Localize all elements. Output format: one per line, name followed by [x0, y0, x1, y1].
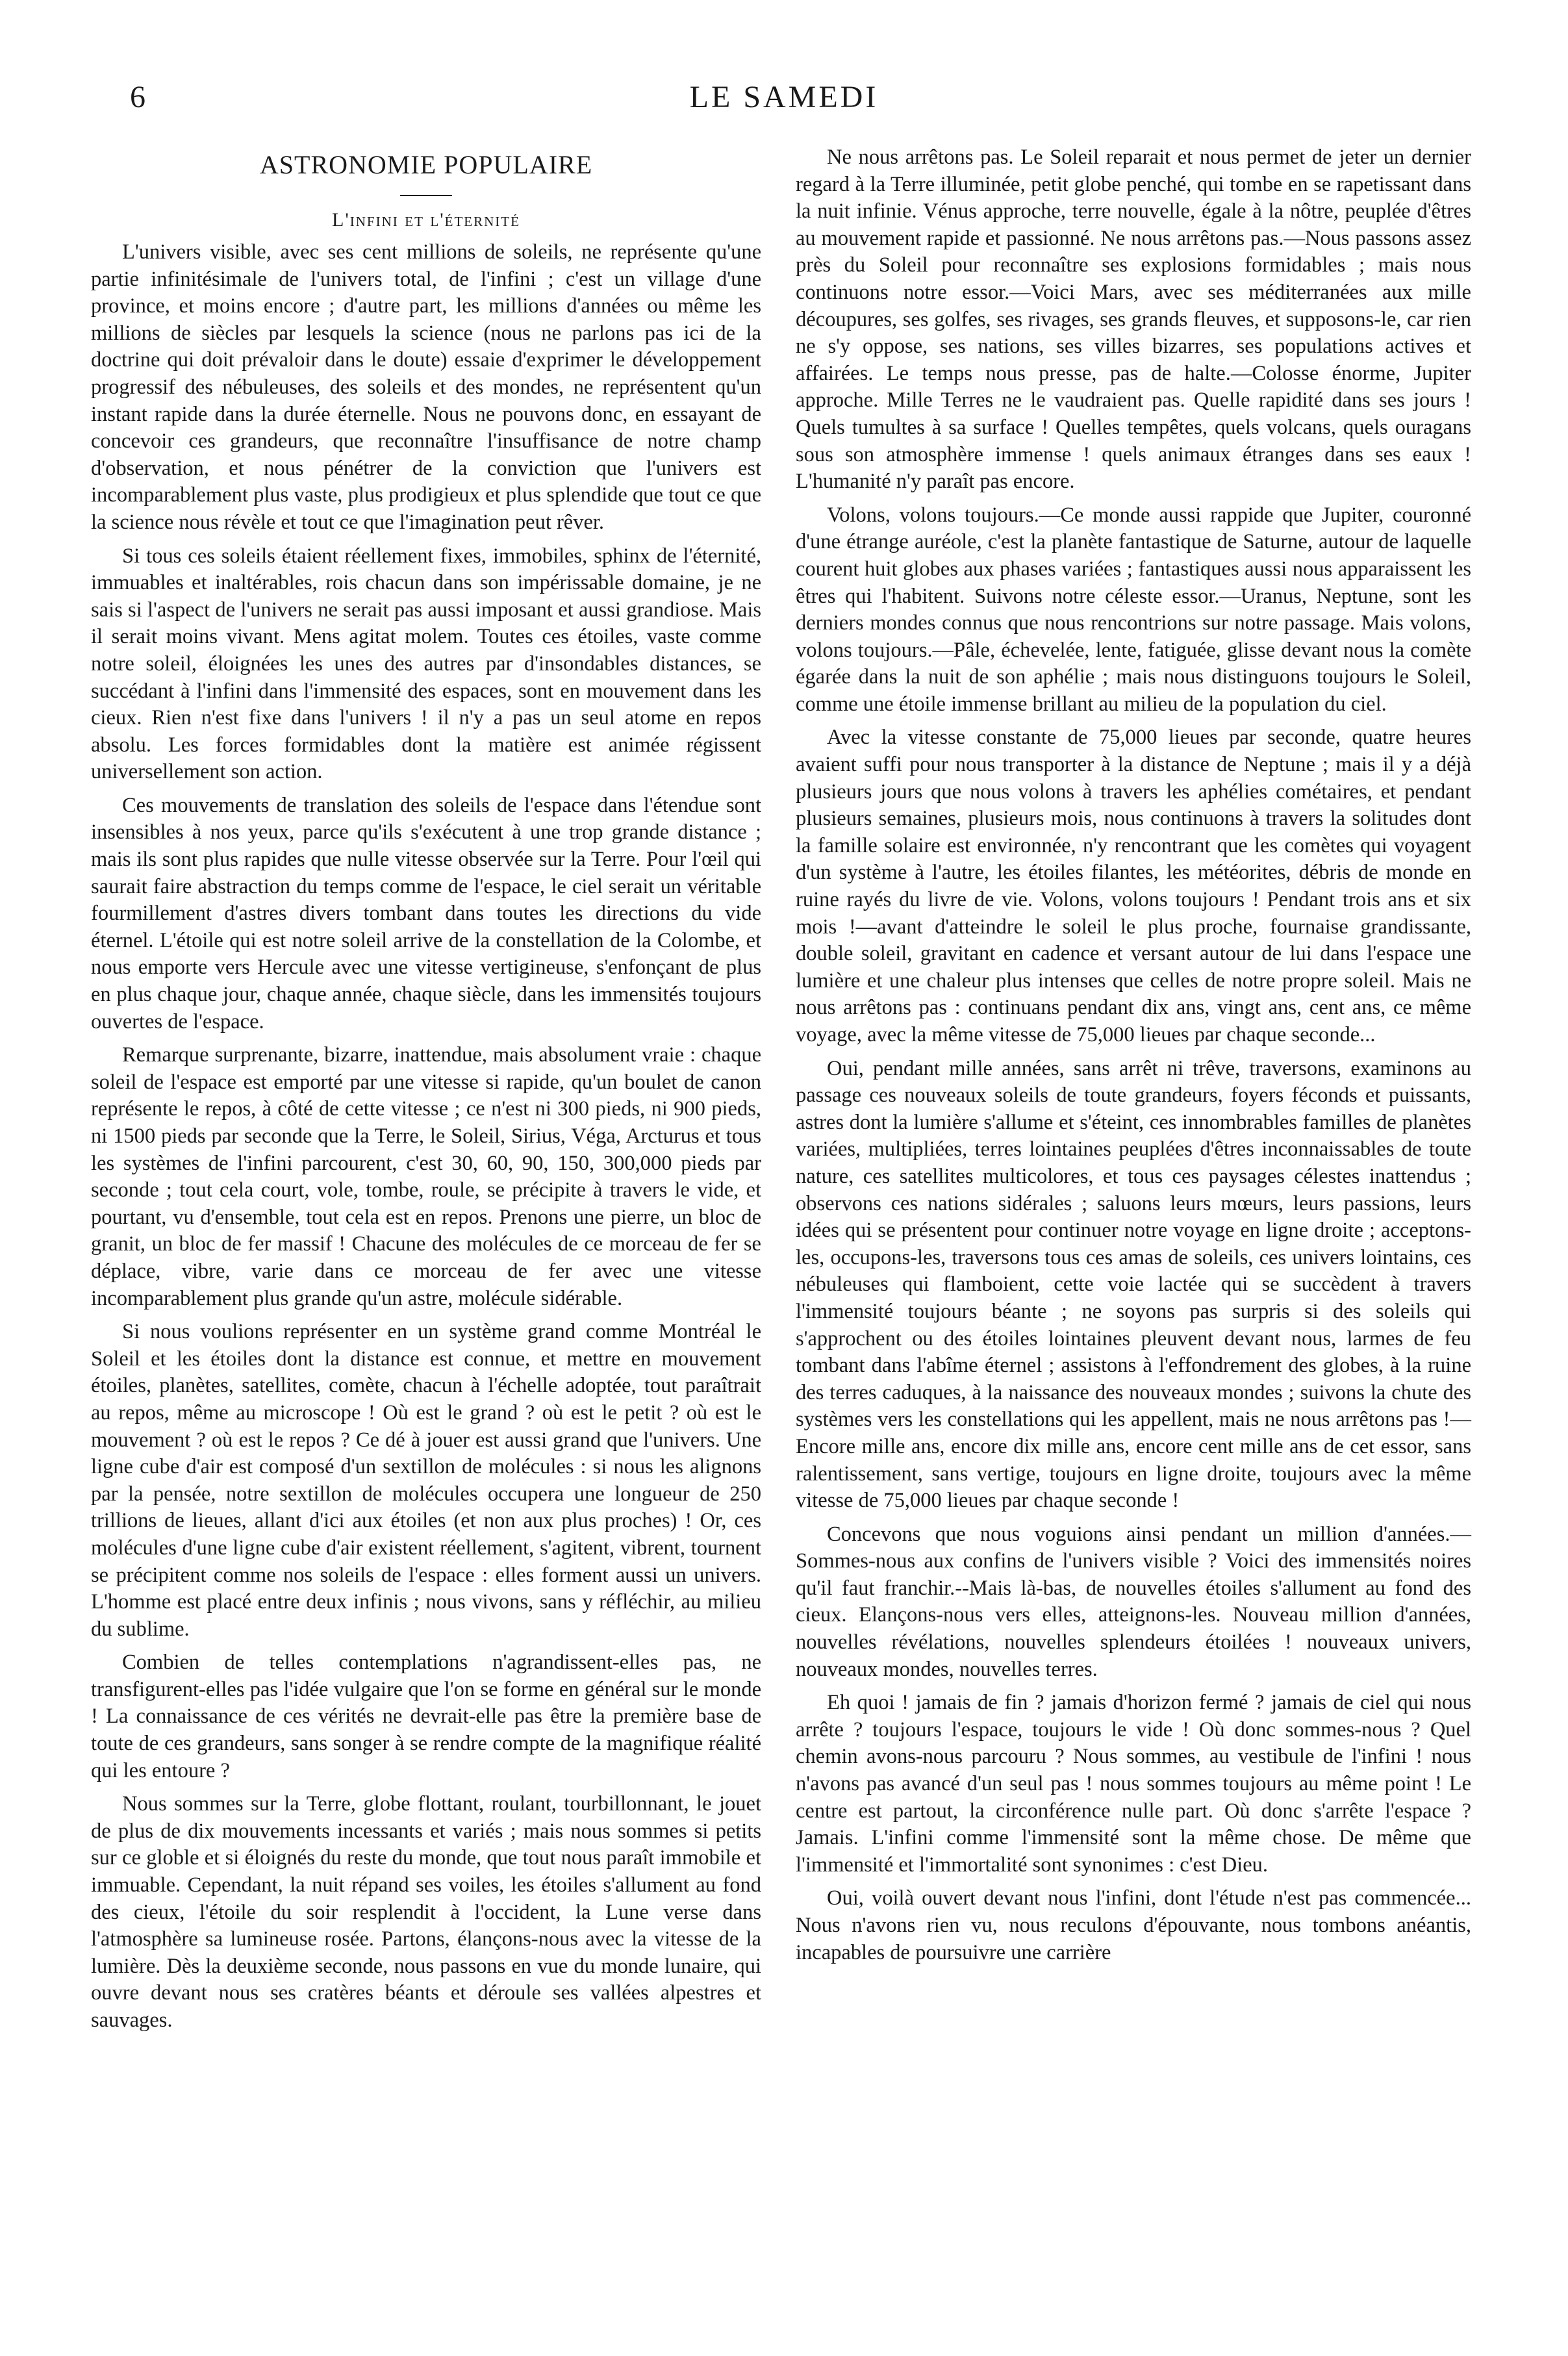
paragraph: Oui, voilà ouvert devant nous l'infini, dont l'étude n'est pas commencée... Nous n'avons rien vu, nous reculons d'épouvante, nous tombons anéantis, incapables de poursuivre une carrière: [796, 1886, 1471, 1964]
paragraph: Si tous ces soleils étaient réellement fixes, immobiles, sphinx de l'éternité, immuables et inaltérables, rois chacun dans son impérissable domaine, je ne sais si l'aspect de l'univers ne serait pas aussi imposant et aussi grandiose. Mais il serait moins vivant. Mens agitat molem. Toutes ces étoiles, vaste comme notre soleil, éloignées les unes des autres par d'insondables distances, se succédant à l'infini dans l'immensité des espaces, sont en mouvement dans les cieux. Rien n'est fixe dans l'univers ! il n'y a pas un seul atome en repos absolu. Les forces formidables dont la matière est animée régissent universellement son action.: [91, 544, 761, 784]
paragraph: Avec la vitesse constante de 75,000 lieues par seconde, quatre heures avaient suffi pour nous transporter à la distance de Neptune ; mais il y a déjà plusieurs jours que nous volons à travers les aphélies cométaires, et pendant plusieurs semaines, plusieurs mois, nous continuons à travers la solitudes dont la famille solaire est environnée, n'y rencontrant que les comètes qui voyagent d'un système à l'autre, les étoiles filantes, les météorites, débris de monde en ruine rayés du livre de vie. Volons, volons toujours ! Pendant trois ans et six mois !—avant d'atteindre le soleil le plus proche, fournaise grandissante, double soleil, gravitant en cadence et versant autour de lui dans l'espace une lumière et une chaleur plus intenses que celles de notre propre soleil. Mais ne nous arrêtons pas : continuans pendant dix ans, vingt ans, cent ans, ce même voyage, avec la même vitesse de 75,000 lieues par chaque seconde...: [796, 726, 1471, 1046]
paragraph: L'univers visible, avec ses cent millions de soleils, ne représente qu'une partie infinitésimale de l'univers total, de l'infini ; c'est un village d'une province, et moins encore ; d'autre part, les millions d'années ou même les millions de siècles par lesquels la science (nous ne parlons pas ici de la doctrine qui doit prévaloir dans le doute) essaie d'exprimer le développement progressif des nébuleuses, des soleils et des mondes, ne représentent qu'un instant rapide dans la durée éternelle. Nous ne pouvons donc, en essayant de concevoir ces grandeurs, que reconnaître l'insuffisance de notre champ d'observation, et nous pénétrer de la conviction que l'univers est incomparablement plus vaste, plus prodigieux et plus splendide que tout ce que la science nous révèle et tout ce que l'imagination peut rêver.: [91, 240, 761, 534]
article-title: ASTRONOMIE POPULAIRE: [259, 150, 593, 179]
paragraph: Ces mouvements de translation des soleils de l'espace dans l'étendue sont insensibles à nos yeux, parce qu'ils s'exécutent à une trop grande distance ; mais ils sont plus rapides que nulle vitesse observée sur la Terre. Pour l'œil qui saurait faire abstraction du temps comme de l'espace, le ciel serait un véritable fourmillement d'astres divers tombant dans toutes les directions du vide éternel. L'étoile qui est notre soleil arrive de la constellation de la Colombe, et nous emporte vers Hercule avec une vitesse vertigineuse, s'enfonçant de plus en plus chaque jour, chaque année, chaque siècle, dans les immensités toujours ouvertes de l'espace.: [91, 793, 761, 1033]
paragraph: Oui, pendant mille années, sans arrêt ni trêve, traversons, examinons au passage ces nouveaux soleils de toute grandeurs, foyers féconds et puissants, astres dont la lumière s'allume et s'éteint, ces innombrables familles de planètes variées, multipliées, terres lointaines peuplées d'êtres inconnaissables de toute nature, ces satellites multicolores, et tous ces paysages célestes inattendus ; observons ces nations sidérales ; saluons leurs mœurs, leurs passions, leurs idées qui se présentent pour continuer notre voyage en ligne droite ; acceptons-les, occupons-les, traversons tous ces amas de soleils, ces univers lointains, ces nébuleuses qui flamboient, cette voie lactée qui se succèdent à travers l'immensité toujours béante ; ne soyons pas surpris si des soleils qui s'approchent ou des étoiles lointaines pleuvent devant nous, larmes de feu tombant dans l'abîme éternel ; assistons à l'effondrement des globes, à la ruine des terres caduques, à la naissance des nouveaux mondes ; suivons la chute des systèmes vers les constellations qui les appellent, mais ne nous arrêtons pas !—Encore mille ans, encore dix mille ans, encore cent mille ans de cet essor, sans ralentissement, sans vertige, toujours en ligne droite, toujours avec la même vitesse de 75,000 lieues par chaque seconde !: [796, 1056, 1471, 1513]
title-divider: [400, 195, 452, 196]
paragraph: Remarque surprenante, bizarre, inattendue, mais absolument vraie : chaque soleil de l'espace est emporté par une vitesse si rapide, qu'un boulet de canon représente le repos, à côté de cette vitesse ; ce n'est ni 300 pieds, ni 900 pieds, ni 1500 pieds par seconde que la Terre, le Soleil, Sirius, Véga, Arcturus et tous les systèmes de l'infini parcourent, c'est 30, 60, 90, 150, 300,000 pieds par seconde ; tout cela court, vole, tombe, roule, se précipite à travers le vide, et pourtant, vu d'ensemble, tout cela est en repos. Prenons une pierre, un bloc de granit, un bloc de fer massif ! Chacune des molécules de ce morceau de fer se déplace, vibre, varie dans ce morceau de fer avec une vitesse incomparablement plus grande qu'un astre, molécule sidérable.: [91, 1043, 761, 1310]
paragraph: Eh quoi ! jamais de fin ? jamais d'horizon fermé ? jamais de ciel qui nous arrête ? toujours l'espace, toujours le vide ! Où donc sommes-nous ? Quel chemin avons-nous parcouru ? Nous sommes, au vestibule de l'infini ! nous n'avons pas avancé d'un seul pas ! nous sommes toujours au même point ! Le centre est partout, la circonférence nulle part. Où donc s'arrête l'espace ? Jamais. L'infini comme l'immensité sont la même chose. De même que l'immensité et l'immortalité sont synonimes : c'est Dieu.: [796, 1691, 1471, 1877]
paragraph: Combien de telles contemplations n'agrandissent-elles pas, ne transfigurent-elles pas l'idée vulgaire que l'on se forme en général sur le monde ! La connaissance de ces vérités ne devrait-elle pas être la première base de toute de ces grandeurs, sans songer à se rendre compte de la magnifique réalité qui les entoure ?: [91, 1651, 761, 1782]
article-subtitle: L'infini et l'éternité: [332, 209, 520, 231]
page-header: [0, 78, 1568, 130]
paragraph: Ne nous arrêtons pas. Le Soleil reparait et nous permet de jeter un dernier regard à la Terre illuminée, petit globe penché, qui tombe en se rapetissant dans la nuit infinie. Vénus approche, terre nouvelle, égale à la nôtre, peuplée d'êtres au mouvement rapide et passionné. Ne nous arrêtons pas.—Nous passons assez près du Soleil pour reconnaître ses explosions formidables ; mais nous continuons notre essor.—Voici Mars, avec ses méditerranées aux mille découpures, ses golfes, ses rivages, ses grands fleuves, et supposons-le, car rien ne s'y oppose, ses nations, ses villes bizarres, ses populations actives et affairées. Le temps nous presse, pas de halte.—Colosse énorme, Jupiter approche. Mille Terres ne le vaudraient pas. Quelle rapidité dans ses jours ! Quels tumultes à sa surface ! Quelles tempêtes, quels volcans, quels ouragans sous son atmosphère immense ! quels animaux étranges dans ses eaux ! L'humanité n'y paraît pas encore.: [796, 146, 1471, 494]
page-number: 6: [130, 80, 145, 114]
left-column: [91, 144, 761, 2041]
paragraph: Si nous voulions représenter en un système grand comme Montréal le Soleil et les étoiles dont la distance est connue, et mettre en mouvement étoiles, planètes, satellites, comète, chacun à l'échelle adoptée, tout paraîtrait au repos, même au microscope ! Où est le grand ? où est le petit ? où est le mouvement ? où est le repos ? Ce dé à jouer est aussi grand que l'univers. Une ligne cube d'air est composé d'un sextillon de molécules : si nous les alignons par la pensée, notre sextillon de molécules occupera une longueur de 250 trillions de lieues, allant d'ici aux étoiles (et non aux plus proches) ! Or, ces molécules d'une ligne cube d'air existent réellement, s'agitent, vibrent, tournent se précipitent comme nos soleils de l'espace : elles forment aussi un univers. L'homme est placé entre deux infinis ; nous vivons, sans y réfléchir, au milieu du sublime.: [91, 1320, 761, 1641]
paragraph: Concevons que nous voguions ainsi pendant un million d'années.—Sommes-nous aux confins de l'univers visible ? Voici des immensités noires qu'il faut franchir.--Mais là-bas, de nouvelles étoiles s'allument au fond des cieux. Elançons-nous vers elles, atteignons-les. Nouveau million d'années, nouvelles révélations, nouvelles splendeurs étoilées ! nouveaux univers, nouveaux mondes, nouvelles terres.: [796, 1522, 1471, 1681]
paragraph: Nous sommes sur la Terre, globe flottant, roulant, tourbillonnant, le jouet de plus de dix mouvements incessants et variés ; mais nous sommes si petits sur ce globle et si éloignés du reste du monde, que tout nous paraît immobile et immuable. Cependant, la nuit répand ses voiles, les étoiles s'allument au fond des cieux, l'étoile du soir resplendit à l'occident, la Lune verse dans l'atmosphère sa lumineuse rosée. Partons, élançons-nous avec la vitesse de la lumière. Dès la deuxième seconde, nous passons en vue du monde lunaire, qui ouvre devant nous ses cratères béants et déroule ses vallées alpestres et sauvages.: [91, 1792, 761, 2032]
right-column: [796, 144, 1471, 1973]
paragraph: Volons, volons toujours.—Ce monde aussi rappide que Jupiter, couronné d'une étrange auréole, c'est la planète fantastique de Saturne, autour de laquelle courent huit globes aux phases variées ; fantastiques aussi nous apparaissent les êtres qui l'habitent. Suivons notre céleste essor.—Uranus, Neptune, sont les derniers mondes connus que nous rencontrions sur notre passage. Mais volons, volons toujours.—Pâle, échevelée, lente, fatiguée, glisse devant nous la comète égarée dans la nuit de son aphélie ; mais nous distinguons toujours le Soleil, comme une étoile immense brillant au milieu de la population du ciel.: [796, 503, 1471, 716]
journal-title: LE SAMEDI: [689, 80, 879, 114]
